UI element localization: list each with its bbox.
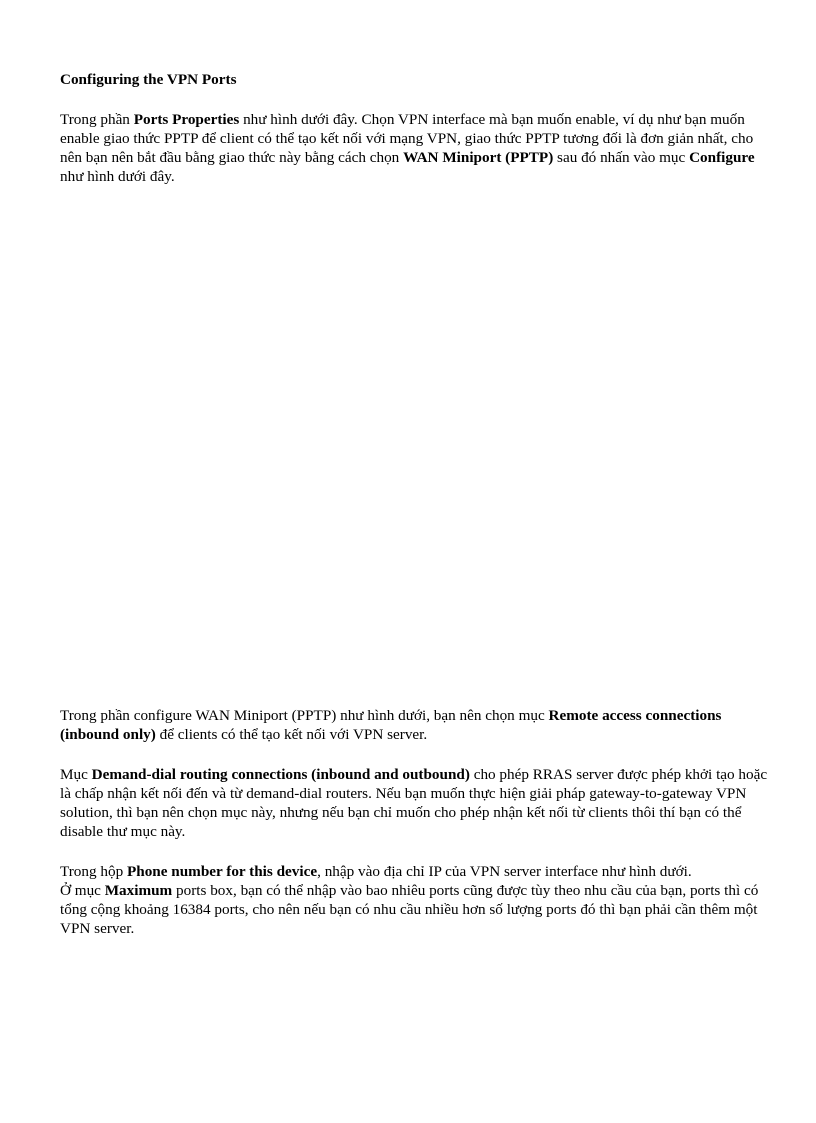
bold-term-phone-number: Phone number for this device: [126, 863, 318, 880]
bold-term-demand-dial: Demand-dial routing connections (inbound and outbound): [91, 766, 470, 783]
text-run: Ở mục: [60, 882, 105, 899]
text-run: cho phép RRAS server được phép khởi tạo hoặc là chấp nhận kết nối đến và từ demand-dial routers. Nếu bạn muốn thực hiện giải pháp gateway-to-gateway VPN solution, thì bạn nên chọn mục này, nhưng nếu bạn chỉ muốn cho phép nhận kết nối từ clients thôi thí bạn có thể disable thư mục này.: [60, 766, 768, 840]
text-run: Trong phần: [60, 111, 134, 128]
paragraph-demand-dial: [60, 765, 772, 841]
text-run: như hình dưới đây. Chọn VPN interface mà bạn muốn enable, ví dụ như bạn muốn enable giao thức PPTP để client có thể tạo kết nối với mạng VPN, giao thức PPTP tương đối là đơn giản nhất, cho nên bạn nên bắt đầu bằng giao thức này bằng cách chọn: [60, 111, 754, 166]
text-run: như hình dưới đây.: [60, 168, 175, 185]
text-run: Mục: [60, 766, 92, 783]
text-run: , nhập vào địa chỉ IP của VPN server interface như hình dưới.: [317, 863, 692, 880]
bold-term-configure: Configure: [689, 149, 755, 166]
text-run: ports box, bạn có thể nhập vào bao nhiêu ports cũng được tùy theo nhu cầu của bạn, ports thì có tổng cộng khoảng 16384 ports, cho nên nếu bạn có nhu cầu nhiều hơn số lượng ports đó thì bạn phải cần thêm một VPN server.: [60, 882, 759, 937]
text-run: để clients có thể tạo kết nối với VPN server.: [155, 726, 428, 743]
paragraph-configure-wan-miniport: [60, 706, 772, 744]
bold-term-maximum: Maximum: [104, 882, 173, 899]
paragraph-phone-number: [60, 862, 772, 881]
section-heading: Configuring the VPN Ports: [60, 71, 237, 88]
text-run: Trong hộp: [60, 863, 127, 880]
text-run: sau đó nhấn vào mục: [553, 149, 690, 166]
paragraph-maximum-ports: [60, 881, 772, 938]
paragraph-ports-properties: [60, 110, 772, 186]
bold-term-wan-miniport: WAN Miniport (PPTP): [403, 149, 554, 166]
text-run: Trong phần configure WAN Miniport (PPTP) như hình dưới, bạn nên chọn mục: [60, 707, 549, 724]
bold-term-remote-access: Remote access connections (inbound only): [60, 707, 722, 743]
blank-figure-area: [60, 200, 760, 690]
bold-term-ports-properties: Ports Properties: [133, 111, 240, 128]
